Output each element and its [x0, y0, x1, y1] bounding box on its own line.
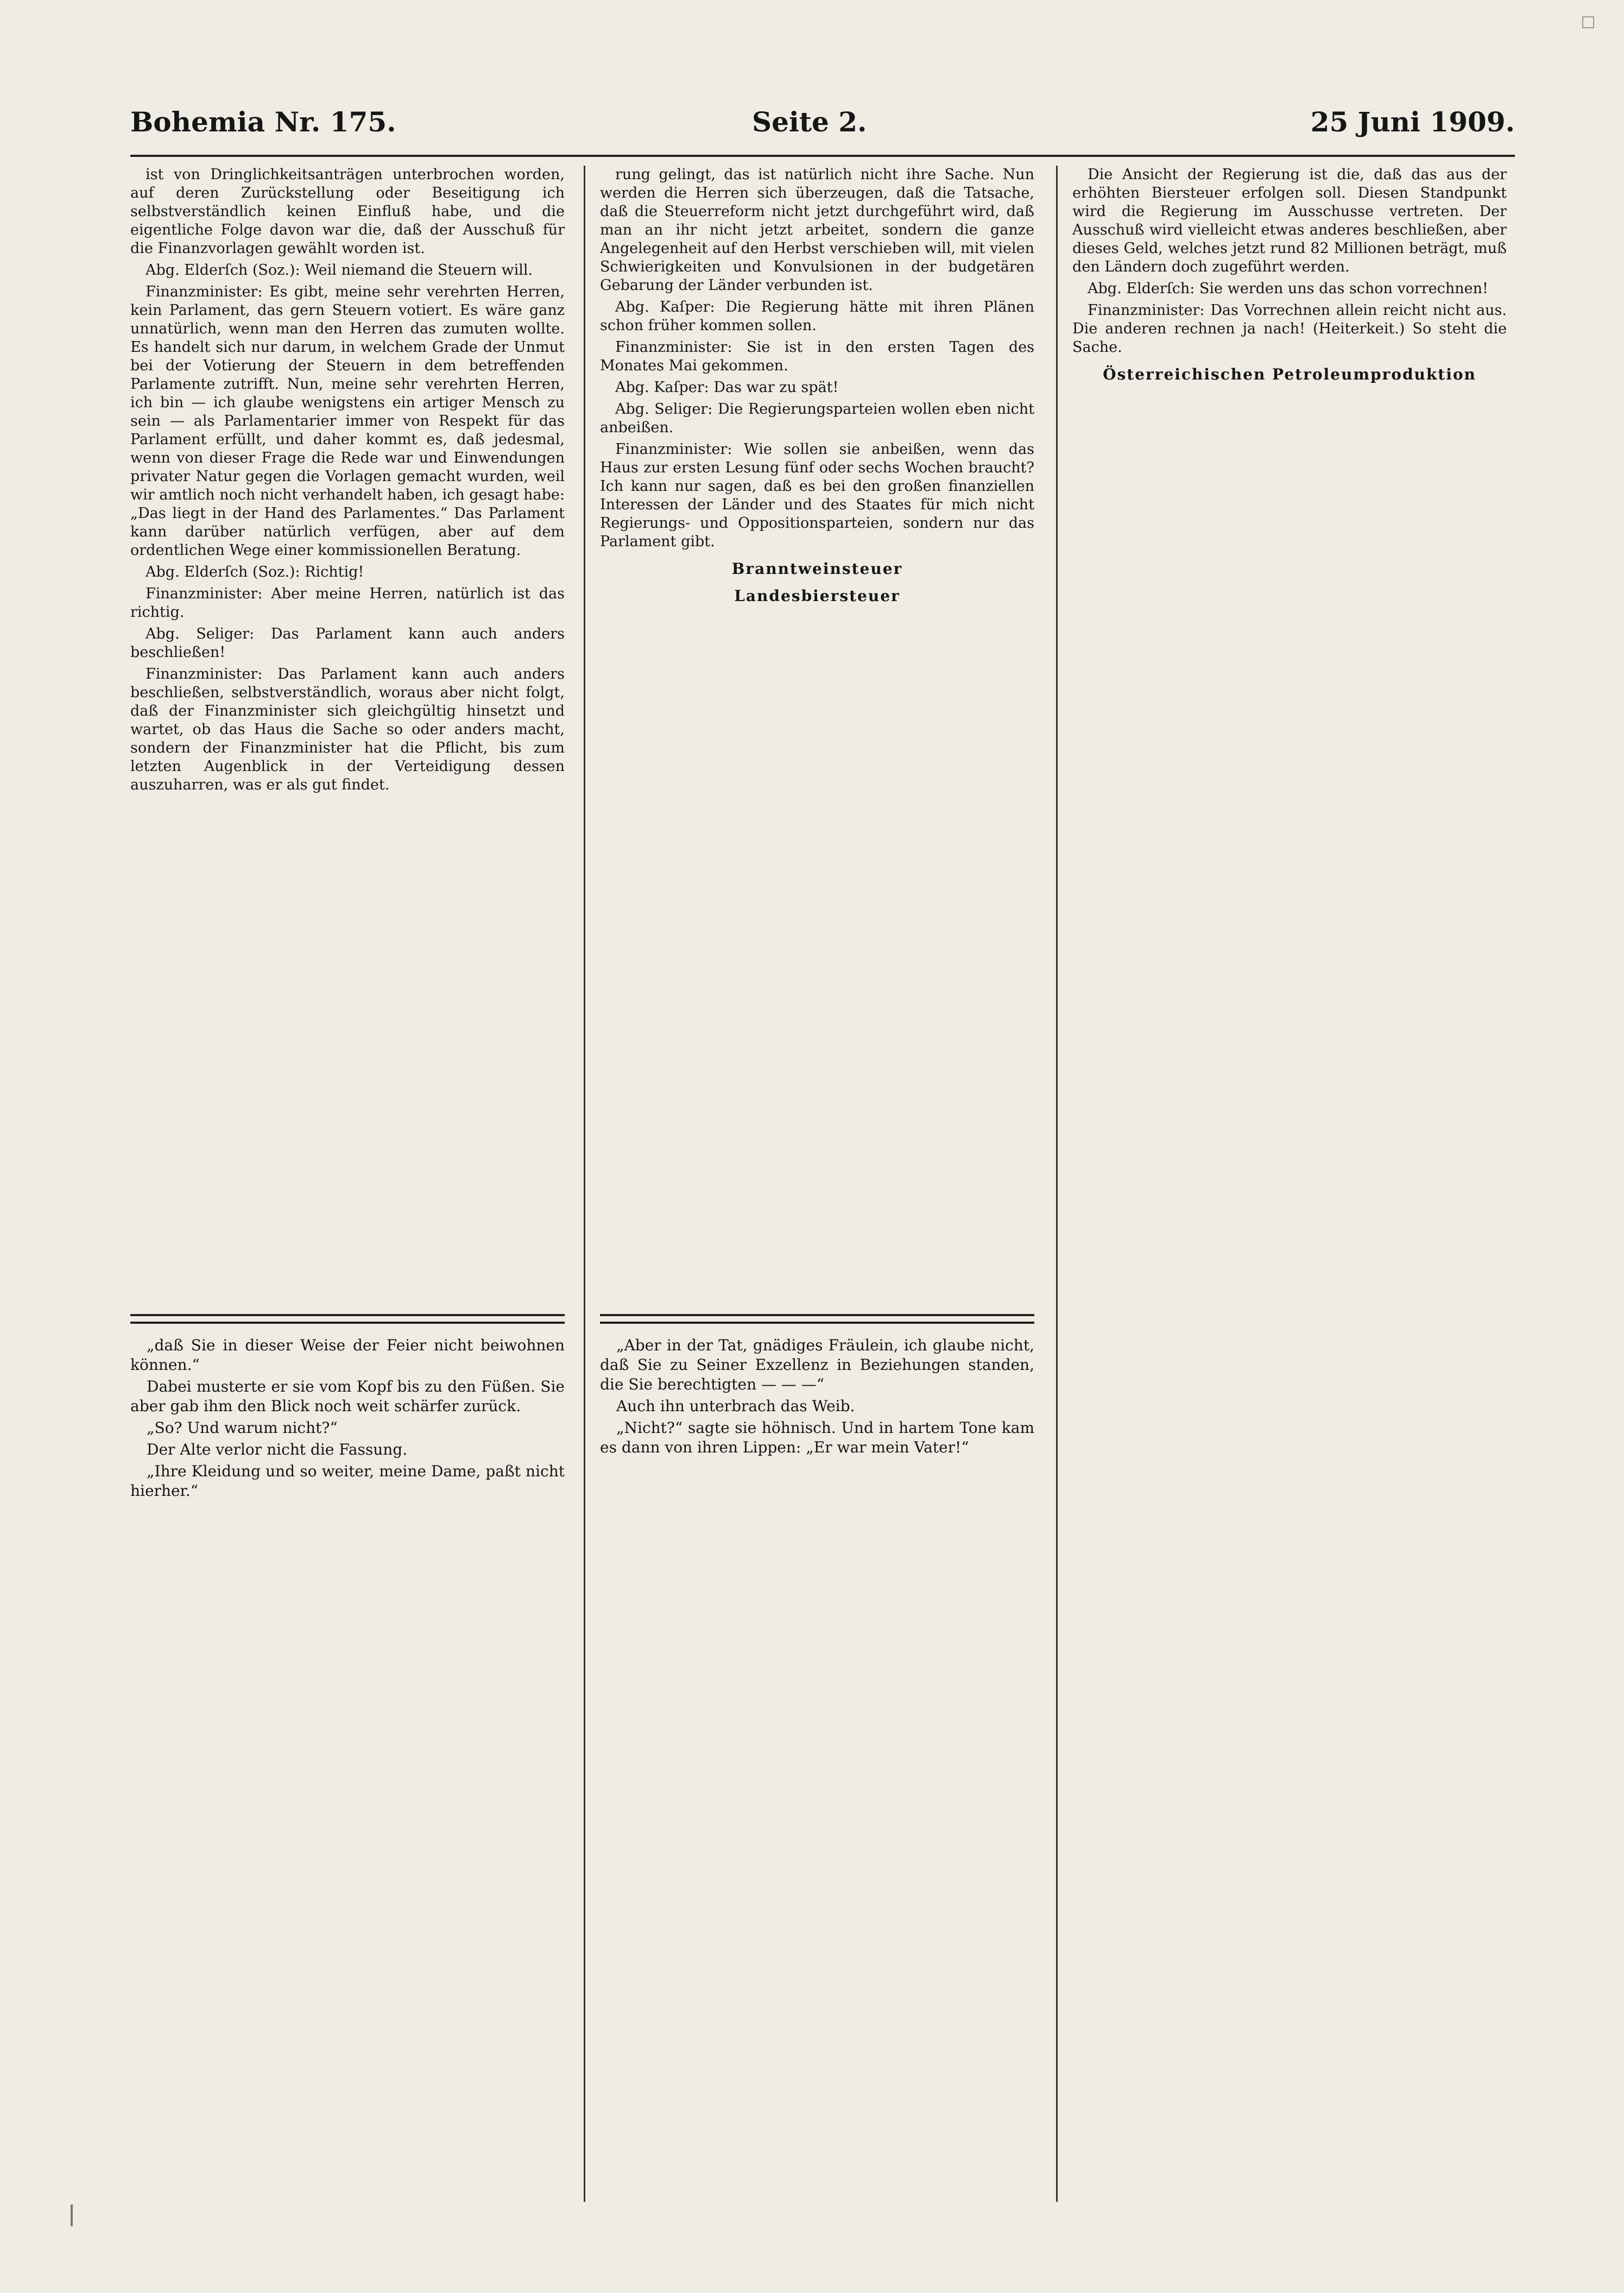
column-rule-2: [1056, 166, 1058, 2202]
col2-paragraph: Finanzminister: Sie ist in den ersten Tagen des Monates Mai gekommen.: [600, 339, 1034, 374]
corner-mark: [1582, 16, 1594, 28]
col2-paragraph: Abg. Seliger: Die Regierungsparteien wollen eben nicht anbeißen.: [600, 401, 1034, 436]
col1-paragraph: Abg. Elderſch (Soz.): Weil niemand die Steuern will.: [146, 262, 533, 279]
lower1-paragraph: „So? Und warum nicht?“: [147, 1419, 338, 1437]
col1-paragraph: ist von Dringlichkeitsanträgen unterbrochen worden, auf deren Zurückstellung oder Beseitigung ich selbstverständlich keinen Einfluß habe, und die eigentliche Folge davon war die, daß der Ausschuß für die Finanzvorlagen gewählt worden ist.: [130, 166, 565, 257]
lower2-paragraph: „Aber in der Tat, gnädiges Fräulein, ich glaube nicht, daß Sie zu Seiner Exzellenz in Beziehungen standen, die Sie berechtigten — — —“: [600, 1336, 1034, 1393]
lower2-paragraph: Auch ihn unterbrach das Weib.: [616, 1397, 855, 1415]
section-title: Branntweinsteuer: [731, 560, 903, 578]
header-page-number: Seite 2.: [752, 106, 867, 138]
col1-paragraph: Abg. Seliger: Das Parlament kann auch anders beschließen!: [130, 626, 565, 661]
feuilleton-column-1: [130, 1336, 565, 2172]
feuilleton-rule-1: [130, 1314, 565, 1324]
col3-paragraph: Die Ansicht der Regierung ist die, daß das aus der erhöhten Biersteuer erfolgen soll. Diesen Standpunkt wird die Regierung im Ausschusse vertreten. Der Ausschuß wird vielleicht etwas anderes beschließen, aber dieses Geld, welches jetzt rund 82 Millionen beträgt, muß den Ländern doch zugeführt werden.: [1072, 166, 1507, 275]
feuilleton-rule-2: [600, 1314, 1034, 1324]
page-header: [130, 106, 1515, 144]
col2-paragraph: rung gelingt, das ist natürlich nicht ihre Sache. Nun werden die Herren sich überzeugen, daß die Tatsache, daß die Steuerreform nicht jetzt durchgeführt wird, daß man an ihr nicht jetzt arbeitet, sondern die ganze Angelegenheit auf den Herbst verschieben will, mit vielen Schwierigkeiten und Konvulsionen in der budgetären Gebarung der Länder verbunden ist.: [600, 166, 1034, 294]
header-rule: [130, 155, 1515, 157]
lower2-paragraph: „Nicht?“ sagte sie höhnisch. Und in hartem Tone kam es dann von ihren Lippen: „Er war mein Vater!“: [600, 1419, 1034, 1456]
section-title: Landesbiersteuer: [734, 587, 900, 605]
col3-paragraph: Abg. Elderſch: Sie werden uns das schon vorrechnen!: [1088, 280, 1488, 297]
header-date: 25 Juni 1909.: [1310, 106, 1515, 138]
lower1-paragraph: „daß Sie in dieser Weise der Feier nicht beiwohnen können.“: [130, 1336, 565, 1374]
section-title: Österreichischen Petroleumproduktion: [1103, 365, 1476, 383]
col3-paragraph: Finanzminister: Das Vorrechnen allein reicht nicht aus. Die anderen rechnen ja nach! (Heiterkeit.) So steht die Sache.: [1072, 302, 1507, 356]
col1-paragraph: Finanzminister: Aber meine Herren, natürlich ist das richtig.: [130, 585, 565, 621]
binding-mark: [71, 2204, 73, 2226]
col2-paragraph: Abg. Kaſper: Die Regierung hätte mit ihren Plänen schon früher kommen sollen.: [600, 299, 1034, 334]
lower1-paragraph: „Ihre Kleidung und so weiter, meine Dame, paßt nicht hierher.“: [130, 1462, 565, 1500]
col1-paragraph: Finanzminister: Es gibt, meine sehr verehrten Herren, kein Parlament, das gern Steuern votiert. Es wäre ganz unnatürlich, wenn man den Herren das zumuten wollte. Es handelt sich nur darum, in welchem Grade der Unmut bei der Votierung der Steuern in dem betreffenden Parlamente zutrifft. Nun, meine sehr verehrten Herren, ich bin — ich glaube wenigstens ein artiger Mensch zu sein — als Parlamentarier immer von Respekt für das Parlament erfüllt, und daher kommt es, daß jedesmal, wenn von dieser Frage die Rede war und Einwendungen privater Natur gegen die Vorlagen gemacht wurden, weil wir amtlich noch nicht verhandelt haben, ich gesagt habe: „Das liegt in der Hand des Parlamentes.“ Das Parlament kann darüber natürlich verfügen, aber auf dem ordentlichen Wege einer kommissionellen Beratung.: [130, 283, 565, 559]
lower1-paragraph: Dabei musterte er sie vom Kopf bis zu den Füßen. Sie aber gab ihm den Blick noch weit schärfer zurück.: [130, 1378, 565, 1415]
col2-paragraph: Finanzminister: Wie sollen sie anbeißen, wenn das Haus zur ersten Lesung fünf oder sechs Wochen braucht? Ich kann nur sagen, daß es bei den großen finanziellen Interessen der Länder und des Staates für mich nicht Regierungs- und Oppositionsparteien, sondern nur das Parlament gibt.: [600, 441, 1034, 550]
column-3: [1072, 166, 1507, 2175]
col1-paragraph: Abg. Elderſch (Soz.): Richtig!: [146, 564, 364, 580]
col1-paragraph: Finanzminister: Das Parlament kann auch anders beschließen, selbstverständlich, woraus aber nicht folgt, daß der Finanzminister sich gleichgültig hinsetzt und wartet, ob das Haus die Sache so oder anders macht, sondern der Finanzminister hat die Pflicht, bis zum letzten Augenblick in der Verteidigung dessen auszuharren, was er als gut findet.: [130, 666, 565, 793]
feuilleton-column-2: [600, 1336, 1034, 2172]
col2-paragraph: Abg. Kaſper: Das war zu spät!: [615, 379, 839, 396]
column-rule-1: [584, 166, 585, 2202]
lower1-paragraph: Der Alte verlor nicht die Fassung.: [147, 1441, 408, 1458]
header-issue: Bohemia Nr. 175.: [130, 106, 396, 138]
